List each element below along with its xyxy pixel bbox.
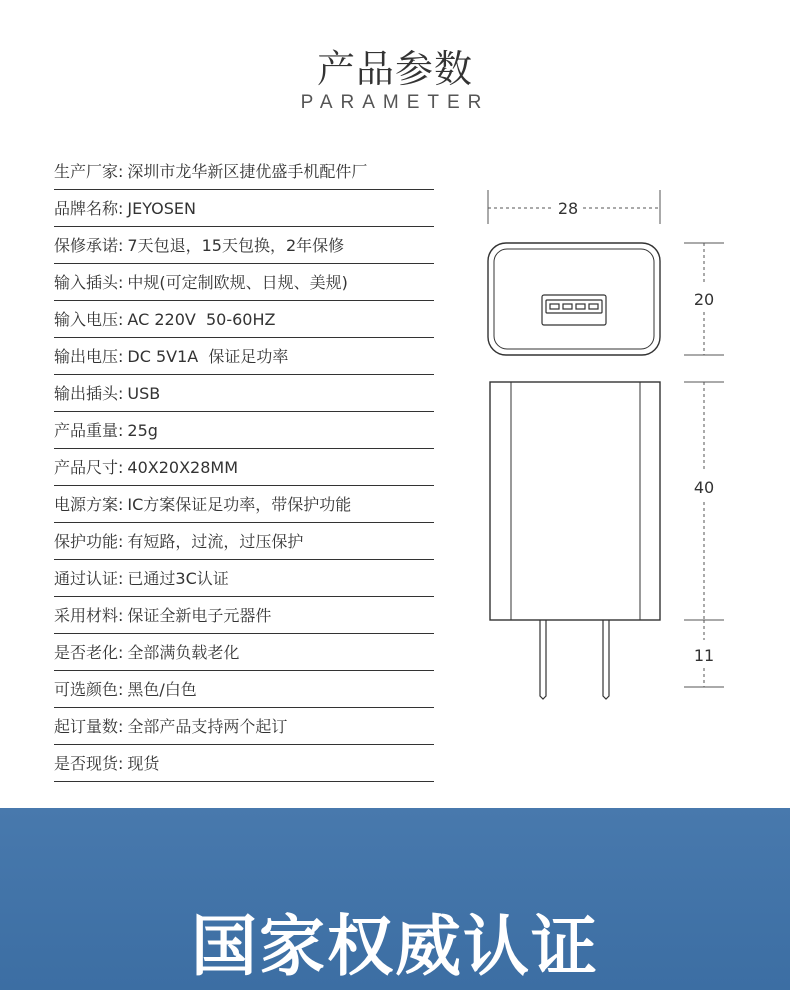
param-value: AC 220V 50-60HZ: [127, 310, 276, 329]
param-value: 全部产品支持两个起订: [127, 717, 288, 736]
param-row: [54, 486, 434, 523]
param-value: DC 5V1A 保证足功率: [127, 347, 289, 366]
param-value: 全部满负载老化: [127, 643, 240, 662]
plug-pins: [540, 620, 609, 699]
param-value: USB: [127, 384, 161, 403]
param-value: 黑色/白色: [127, 680, 197, 699]
param-label: 输出插头:: [54, 384, 124, 403]
param-value: 40X20X28MM: [127, 458, 239, 477]
param-row: [54, 449, 434, 486]
param-row: [54, 560, 434, 597]
certification-banner: [0, 808, 790, 990]
param-value: 25g: [127, 421, 158, 440]
param-row: [54, 227, 434, 264]
param-label: 品牌名称:: [54, 199, 124, 218]
param-row: [54, 708, 434, 745]
page-title: 产品参数: [316, 47, 473, 91]
charger-top-view: [488, 243, 660, 355]
parameter-list: [54, 153, 434, 782]
param-label: 保护功能:: [54, 532, 124, 551]
param-row: [54, 301, 434, 338]
param-row: [54, 264, 434, 301]
param-label: 输入电压:: [54, 310, 124, 329]
page-subtitle: PARAMETER: [300, 92, 490, 113]
width-dimension-label: 28: [557, 199, 579, 218]
param-row: [54, 375, 434, 412]
param-value: IC方案保证足功率，带保护功能: [127, 495, 352, 514]
param-value: 现货: [127, 754, 160, 773]
param-label: 保修承诺:: [54, 236, 124, 255]
param-label: 产品尺寸:: [54, 458, 124, 477]
param-label: 通过认证:: [54, 569, 124, 588]
param-label: 输出电压:: [54, 347, 124, 366]
pin-length-label: 11: [693, 646, 715, 665]
height-dimension-label: 40: [693, 478, 715, 497]
param-label: 输入插头:: [54, 273, 124, 292]
param-label: 可选颜色:: [54, 680, 124, 699]
param-row: [54, 597, 434, 634]
param-value: JEYOSEN: [127, 199, 196, 218]
depth-dimension-label: 20: [693, 290, 715, 309]
usb-port-icon: [542, 295, 606, 325]
param-label: 是否现货:: [54, 754, 124, 773]
param-value: 有短路，过流，过压保护: [127, 532, 304, 551]
param-row: [54, 523, 434, 560]
param-row: [54, 634, 434, 671]
param-label: 电源方案:: [54, 495, 124, 514]
param-label: 是否老化:: [54, 643, 124, 662]
param-label: 生产厂家:: [54, 162, 124, 181]
param-value: 7天包退，15天包换，2年保修: [127, 236, 345, 255]
param-value: 中规(可定制欧规、日规、美规): [127, 273, 348, 292]
param-row: [54, 745, 434, 782]
param-row: [54, 190, 434, 227]
param-label: 起订量数:: [54, 717, 124, 736]
param-row: [54, 412, 434, 449]
param-row: [54, 671, 434, 708]
charger-side-view: [490, 382, 660, 620]
param-value: 已通过3C认证: [127, 569, 229, 588]
banner-title: 国家权威认证: [191, 908, 599, 985]
param-row: [54, 153, 434, 190]
charger-dimension-diagram: [460, 180, 750, 720]
param-label: 采用材料:: [54, 606, 124, 625]
param-value: 深圳市龙华新区捷优盛手机配件厂: [127, 162, 368, 181]
param-label: 产品重量:: [54, 421, 124, 440]
param-row: [54, 338, 434, 375]
param-value: 保证全新电子元器件: [127, 606, 272, 625]
vertical-dimensions: [684, 243, 724, 687]
